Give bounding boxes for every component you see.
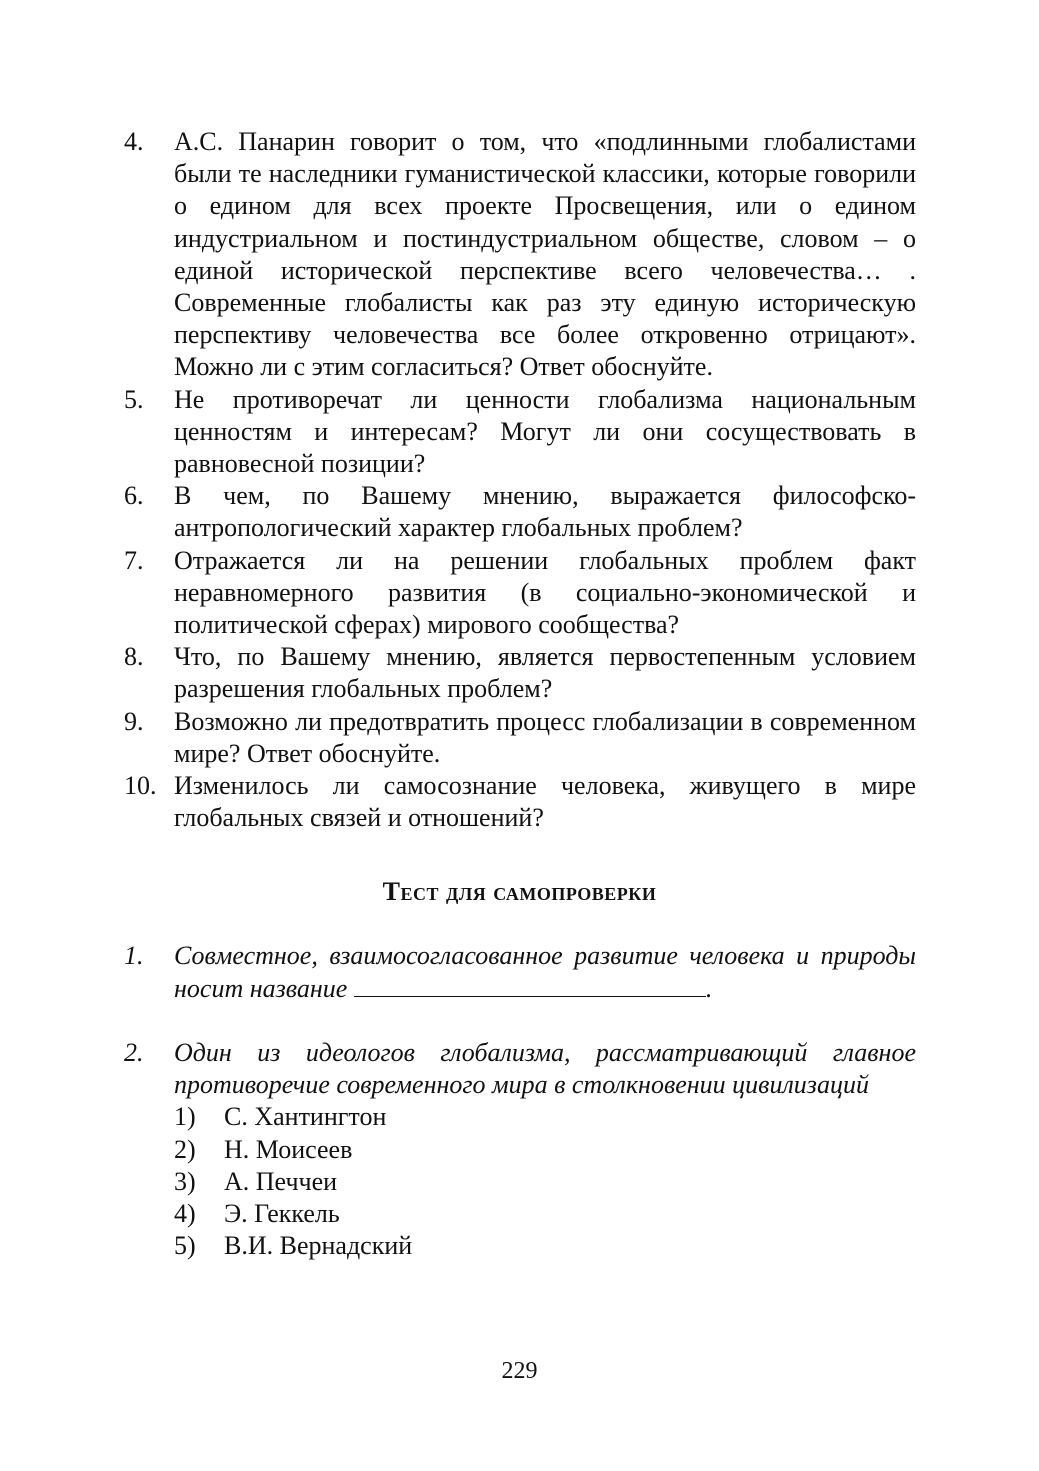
question-item xyxy=(124,480,916,544)
question-number: 6. xyxy=(124,481,144,511)
question-list xyxy=(124,126,916,834)
option-number: 5) xyxy=(174,1231,196,1261)
question-item xyxy=(124,770,916,834)
answer-blank-line xyxy=(354,972,706,997)
question-item xyxy=(124,384,916,481)
question-number: 4. xyxy=(124,127,144,156)
question-item xyxy=(124,706,916,770)
question-text: В чем, по Вашему мнению, выражается философско-антропологический характер глобальных проблем? xyxy=(174,481,916,543)
test-question-2 xyxy=(124,1037,916,1262)
answer-suffix: . xyxy=(705,974,713,1004)
option-number: 2) xyxy=(174,1134,196,1164)
option-text: В.И. Вернадский xyxy=(224,1231,413,1261)
answer-options xyxy=(124,1101,916,1262)
question-number: 8. xyxy=(124,642,144,672)
question-text: Не противоречат ли ценности глобализма национальным ценностям и интересам? Могут ли они сосуществовать в равновесной позиции? xyxy=(174,384,916,479)
test-question-item xyxy=(124,940,916,1005)
option-text: С. Хантингтон xyxy=(224,1102,387,1132)
page-number: 229 xyxy=(501,1358,538,1384)
test-question-1 xyxy=(124,940,916,1005)
test-question-number: 1. xyxy=(124,941,144,970)
option-number: 4) xyxy=(174,1199,196,1229)
answer-option xyxy=(174,1101,916,1133)
question-number: 5. xyxy=(124,384,144,414)
option-text: Н. Моисеев xyxy=(224,1134,353,1164)
question-text: Отражается ли на решении глобальных проблем факт неравномерного развития (в социально-экономической и политической сферах) мирового сообщества? xyxy=(174,545,916,640)
question-number: 9. xyxy=(124,706,144,736)
question-text: Что, по Вашему мнению, является первостепенным условием разрешения глобальных проблем? xyxy=(174,642,916,704)
answer-option xyxy=(174,1230,916,1262)
question-item xyxy=(124,126,916,384)
question-item xyxy=(124,641,916,705)
question-text: Возможно ли предотвратить процесс глобализации в современном мире? Ответ обоснуйте. xyxy=(174,706,916,768)
answer-option xyxy=(174,1166,916,1198)
option-text: А. Печчеи xyxy=(224,1166,338,1196)
test-question-number: 2. xyxy=(124,1038,144,1067)
option-number: 3) xyxy=(174,1166,196,1196)
question-text: А.С. Панарин говорит о том, что «подлинными глобалистами были те наследники гуманистической классики, которые говорили о едином для всех проекте Просвещения, или о едином индустриальном и постиндустриальном обществе, словом – о единой исторической перспективе всего человечества… . Современные глобалисты как раз эту единую историческую перспективу человечества все более откровенно отрицают». Можно ли с этим согласиться? Ответ обоснуйте. xyxy=(174,127,916,382)
answer-option xyxy=(174,1198,916,1230)
test-question-text: Один из идеологов глобализма, рассматривающий главное противоречие современного мира в столкновении цивилизаций xyxy=(174,1038,916,1100)
question-number: 7. xyxy=(124,545,144,575)
option-number: 1) xyxy=(174,1102,196,1132)
answer-option xyxy=(174,1134,916,1166)
question-text: Изменилось ли самосознание человека, живущего в мире глобальных связей и отношений? xyxy=(174,771,916,833)
test-question-text: Совместное, взаимосогласованное развитие человека и природы носит название xyxy=(174,941,916,1004)
option-text: Э. Геккель xyxy=(224,1199,340,1229)
question-item xyxy=(124,545,916,642)
test-question-item xyxy=(124,1037,916,1101)
section-title: Тест для самопроверки xyxy=(382,877,657,906)
question-number: 10. xyxy=(124,771,157,801)
